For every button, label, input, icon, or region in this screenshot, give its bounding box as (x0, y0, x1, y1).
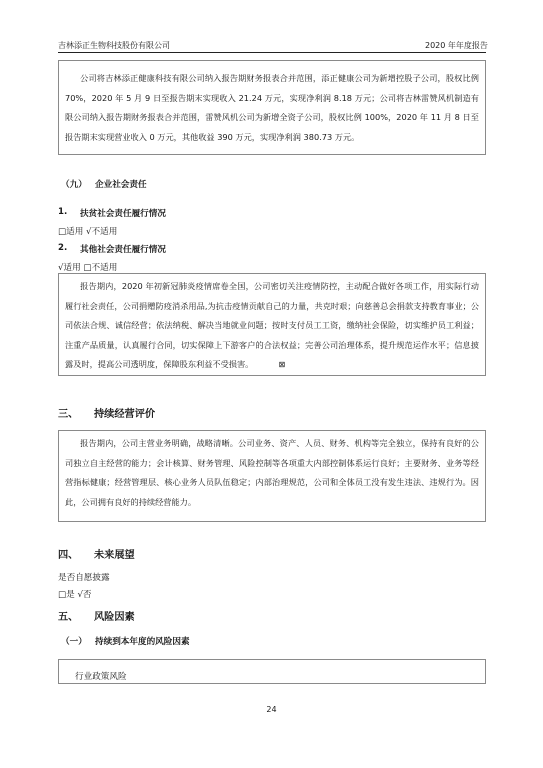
end-mark-icon: ⊠ (278, 360, 286, 370)
csr-title: 企业社会责任 (95, 180, 147, 190)
csr-number: （九） (61, 180, 87, 190)
risk-sub-title: 持续到本年度的风险因素 (95, 637, 190, 647)
consolidation-text-box (58, 60, 486, 155)
section5-title: 风险因素 (94, 612, 135, 623)
section4-number: 四、 (58, 550, 79, 561)
poverty-item-number: 1. (58, 207, 68, 217)
poverty-item-title: 扶贫社会责任履行情况 (80, 209, 166, 219)
other-item-number: 2. (58, 243, 68, 253)
poverty-applicability: □适用 √不适用 (58, 227, 118, 237)
risk-factor-box (58, 659, 486, 684)
section3-title: 持续经营评价 (94, 409, 156, 420)
consolidation-paragraph: 公司将吉林添正健康科技有限公司纳入报告期财务报表合并范围，添正健康公司为新增控股子公司，股权比例 70%，2020 年 5 月 9 日至报告期末实现收入 21.24 万元，实现净利润 8.18 万元；公司将吉林雷赞风机制造有限公司纳入报告期财务报表合并范围，雷赞风机公司为新增全资子公司，股权比例 100%，2020 年 11 月 8 日至报告期末实现营业收入 0 万元，其他收益 390 万元，实现净利润 380.73 万元。 (65, 73, 479, 142)
csr-paragraph: 报告期内，2020 年初新冠肺炎疫情席卷全国，公司密切关注疫情防控，主动配合做好各项工作，用实际行动履行社会责任，公司捐赠防疫消杀用品,为抗击疫情贡献自己的力量，共克时艰；向慈善总会捐款支持教育事业；公司依法合规、诚信经营；依法纳税、解决当地就业问题；按时支付员工工资，缴纳社会保险，切实维护员工利益；注重产品质量，认真履行合同，切实保障上下游客户的合法权益；完善公司治理体系，提升规范运作水平；信息披露及时，提高公司透明度，保障股东利益不受损害。 ⊠ (65, 277, 479, 375)
header-company: 吉林添正生物科技股份有限公司 (58, 41, 170, 50)
section4-title: 未来展望 (94, 550, 135, 561)
risk-factor-text: 行业政策风险 (75, 672, 127, 682)
voluntary-disclosure-choice: □是 √否 (58, 590, 92, 600)
risk-sub-number: （一） (61, 637, 87, 647)
section5-number: 五、 (58, 612, 79, 623)
header-report-title: 2020 年年度报告 (425, 41, 488, 50)
going-concern-box (58, 430, 486, 522)
going-concern-paragraph: 报告期内，公司主营业务明确，战略清晰。公司业务、资产、人员、财务、机构等完全独立，保持有良好的公司独立自主经营的能力；会计核算、财务管理、风险控制等各项重大内部控制体系运行良好；主要财务、业务等经营指标健康；经营管理层、核心业务人员队伍稳定；内部治理规范，公司和全体员工没有发生违法、违规行为。因此，公司拥有良好的持续经营能力。 (65, 438, 479, 507)
header-divider (58, 52, 486, 53)
other-applicability: √适用 □不适用 (58, 263, 118, 273)
other-item-title: 其他社会责任履行情况 (80, 245, 166, 255)
page-number: 24 (266, 705, 277, 714)
csr-text-box (58, 273, 486, 376)
section3-number: 三、 (58, 409, 79, 420)
voluntary-disclosure-label: 是否自愿披露 (58, 573, 110, 583)
